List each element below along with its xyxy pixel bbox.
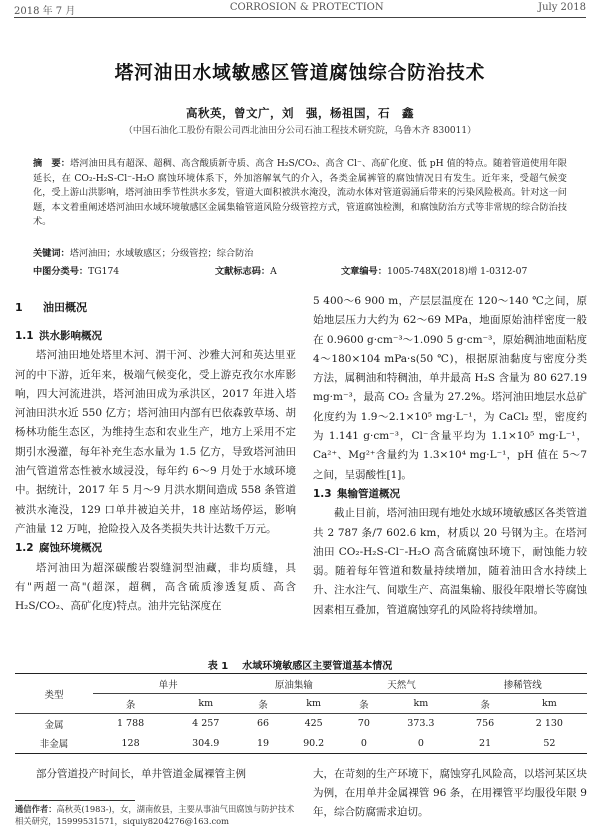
table-header-unit: km xyxy=(512,694,587,714)
table-header-group: 原油集输 xyxy=(243,674,344,694)
table-cell: 0 xyxy=(417,737,424,749)
table-cell: 21 xyxy=(479,737,492,749)
left-column xyxy=(15,299,296,616)
table-cell: 19 xyxy=(257,737,270,749)
table-cell: 90.2 xyxy=(303,737,325,749)
table-header-unit: 条 xyxy=(243,694,282,714)
table-header-group: 天然气 xyxy=(345,674,459,694)
table-header-unit: km xyxy=(383,694,458,714)
doc-code: 文献标志码：A xyxy=(215,266,277,277)
data-table xyxy=(15,673,587,754)
clc-code: 中图分类号：TG174 xyxy=(33,266,120,277)
table-header-type: 类型 xyxy=(15,674,93,714)
table-cell: 304.9 xyxy=(192,737,220,749)
table-cell: 4 257 xyxy=(192,718,220,730)
table-row-label: 非金属 xyxy=(39,739,69,751)
paragraph: 5 400～6 900 m，产层层温度在 120～140 ℃之间，原始地层压力大约为 62～69 MPa，地面原始油样密度一般在 0.9600 g·cm⁻³～1.090 5 g·cm⁻³，原始稠油地面粘度 4～180×104 mPa·s(50 ℃)，根据原油黏度与密度分类方法，属稠油和特稠油，单井最高 H₂S 含量为 80 627.19 mg·m⁻³，最高 CO₂ 含量为 27.2%。塔河油田地层水总矿化度约为 1.9～2.1×10⁵ mg·L⁻¹，为 CaCl₂ 型，密度约为 1.141 g·cm⁻³，Cl⁻含量平均为 1.1×10⁵ mg·L⁻¹，Ca²⁺、Mg²⁺含量约为 1.3×10⁴ mg·L⁻¹，pH 值在 5～7 之间，呈弱酸性[1]。 xyxy=(313,295,587,481)
subsection-heading: 1.2 腐蚀环境概况 xyxy=(15,542,102,555)
paragraph: 截止目前，塔河油田现有地处水域环境敏感区各类管道共 2 787 条/7 602.6 km，材质以 20 号钢为主。在塔河油田 CO₂-H₂S-Cl⁻-H₂O 高含硫腐蚀环境下，耐蚀能力较弱。随着每年管道和数量持续增加，随着油田含水持续上升、注水注气、间歇生产、高温集输、服役年限增长等腐蚀因素相互叠加，管道腐蚀穿孔的风险将持续增加。 xyxy=(313,507,587,616)
paragraph: 塔河油田地处塔里木河、渭干河、沙雅大河和英达里亚河的中下游，近年来，极端气候变化，受上游克孜尔水库影响，四大河流进洪，塔河油田成为承洪区，2017 年进入塔河油田洪水近 550 亿方；塔河油田内部有巴依森敦草场、胡杨林功能生态区，为维持生态和农业生产，地方上采用不定期引水漫灌，每年补充生态水量为 1.5 亿方，导致塔河油田油气管道常态性被水域浸没，每年约 6～9 月处于水域环境中。据统计，2017 年 5 月～9 月洪水期间造成 558 条管道被洪水淹没，129 口单井被迫关井，18 座站场停运，影响产油量 12 万吨，抢险投入及各类损失共计达数千万元。 xyxy=(15,349,296,535)
subsection-heading: 1.1 洪水影响概况 xyxy=(15,330,102,342)
table-header-group: 单井 xyxy=(93,674,243,694)
table-cell: 373.3 xyxy=(407,718,435,730)
table-header-unit: 条 xyxy=(345,694,384,714)
footnote xyxy=(15,803,296,827)
table-header-unit: 条 xyxy=(93,694,168,714)
table-header-unit: km xyxy=(283,694,345,714)
footnote-divider xyxy=(15,800,135,801)
table-cell: 52 xyxy=(543,737,556,749)
bottom-left-text xyxy=(15,765,296,784)
paragraph: 大，在苛刻的生产环境下，腐蚀穿孔风险高，以塔河某区块为例，在用单井金属裸管 96 条，在用裸管平均服役年限 9 年，综合防腐需求迫切。 xyxy=(313,768,587,818)
keywords-text: 塔河油田；水域敏感区；分级管控；综合防治 xyxy=(69,248,254,259)
table-header-group: 掺稀管线 xyxy=(458,674,587,694)
table-cell: 0 xyxy=(360,737,367,749)
table-cell: 2 130 xyxy=(535,718,563,730)
table-header-unit: km xyxy=(168,694,243,714)
table-row-label: 金属 xyxy=(44,719,64,731)
abstract xyxy=(33,157,567,230)
footnote-label: 通信作者： xyxy=(15,804,57,814)
running-head xyxy=(14,2,586,18)
author-list: 高秋英，曾文广，刘 强，杨祖国，石 鑫 xyxy=(186,106,414,120)
keywords-label: 关键词： xyxy=(33,248,70,259)
table-cell: 128 xyxy=(121,737,140,749)
table-row xyxy=(15,734,587,754)
paragraph: 塔河油田为超深碳酸岩裂缝洞型油藏，非均质缝，具有"两超一高"(超深，超稠，高含硫质渗透复质、高含 H₂S/CO₂、高矿化度)特点。油井完钻深度在 xyxy=(15,561,296,613)
running-head-journal: CORROSION & PROTECTION xyxy=(229,2,384,13)
table-cell: 756 xyxy=(476,718,495,730)
right-column xyxy=(313,292,587,620)
table-cell: 70 xyxy=(357,718,370,730)
subsection-heading: 1.3 集输管道概况 xyxy=(313,487,400,500)
affiliation: （中国石油化工股份有限公司西北油田分公司石油工程技术研究院，乌鲁木齐 830011） xyxy=(123,126,477,136)
keywords xyxy=(33,245,567,259)
running-head-date-en: July 2018 xyxy=(538,2,586,13)
bottom-right-text xyxy=(313,765,587,822)
footnote-text: 高秋英(1983-)，女，湖南攸县，主要从事油气田腐蚀与防护技术相关研究，15999531571，siquiy8204276@163.com xyxy=(15,804,295,826)
article-number: 文章编号：1005-748X(2018)增 1-0312-07 xyxy=(341,266,528,277)
table-cell: 1 788 xyxy=(116,718,145,730)
table-cell: 425 xyxy=(304,718,323,730)
section-heading: 1 油田概况 xyxy=(15,301,87,314)
paper-title: 塔河油田水域敏感区管道腐蚀综合防治技术 xyxy=(114,63,486,84)
abstract-text: 塔河油田具有超深、超稠、高含酸质新寺质、高含 H₂S/CO₂、高含 Cl⁻、高矿化度、低 pH 值的特点。随着管道使用年限延长，在 CO₂-H₂S-Cl⁻-H₂O 腐蚀环境体系下，外加溶解氧气的介入，各类金属裤管的腐蚀情况日有发生。近年来，受超气候变化，受上游山洪影响，塔河油田季节性洪水多发，管道大面积被洪水淹没，流动水体对管道弱涌后带来的污染风险极高。针对这一问题，本文着重阐述塔河油田水域环境敏感区金属集输管道风险分级管控方式，管道腐蚀检测，和腐蚀防治方式等非常规的综合防治技术。 xyxy=(33,158,567,228)
running-head-date: 2018 年 7 月 xyxy=(14,6,76,17)
table-row xyxy=(15,714,587,734)
abstract-label: 摘 要： xyxy=(33,158,71,169)
paragraph: 部分管道投产时间长，单井管道金属裸管主例 xyxy=(36,768,246,780)
table-caption: 表 1 水域环境敏感区主要管道基本情况 xyxy=(207,661,393,672)
table-cell: 66 xyxy=(257,718,270,730)
table-header-unit: 条 xyxy=(458,694,511,714)
